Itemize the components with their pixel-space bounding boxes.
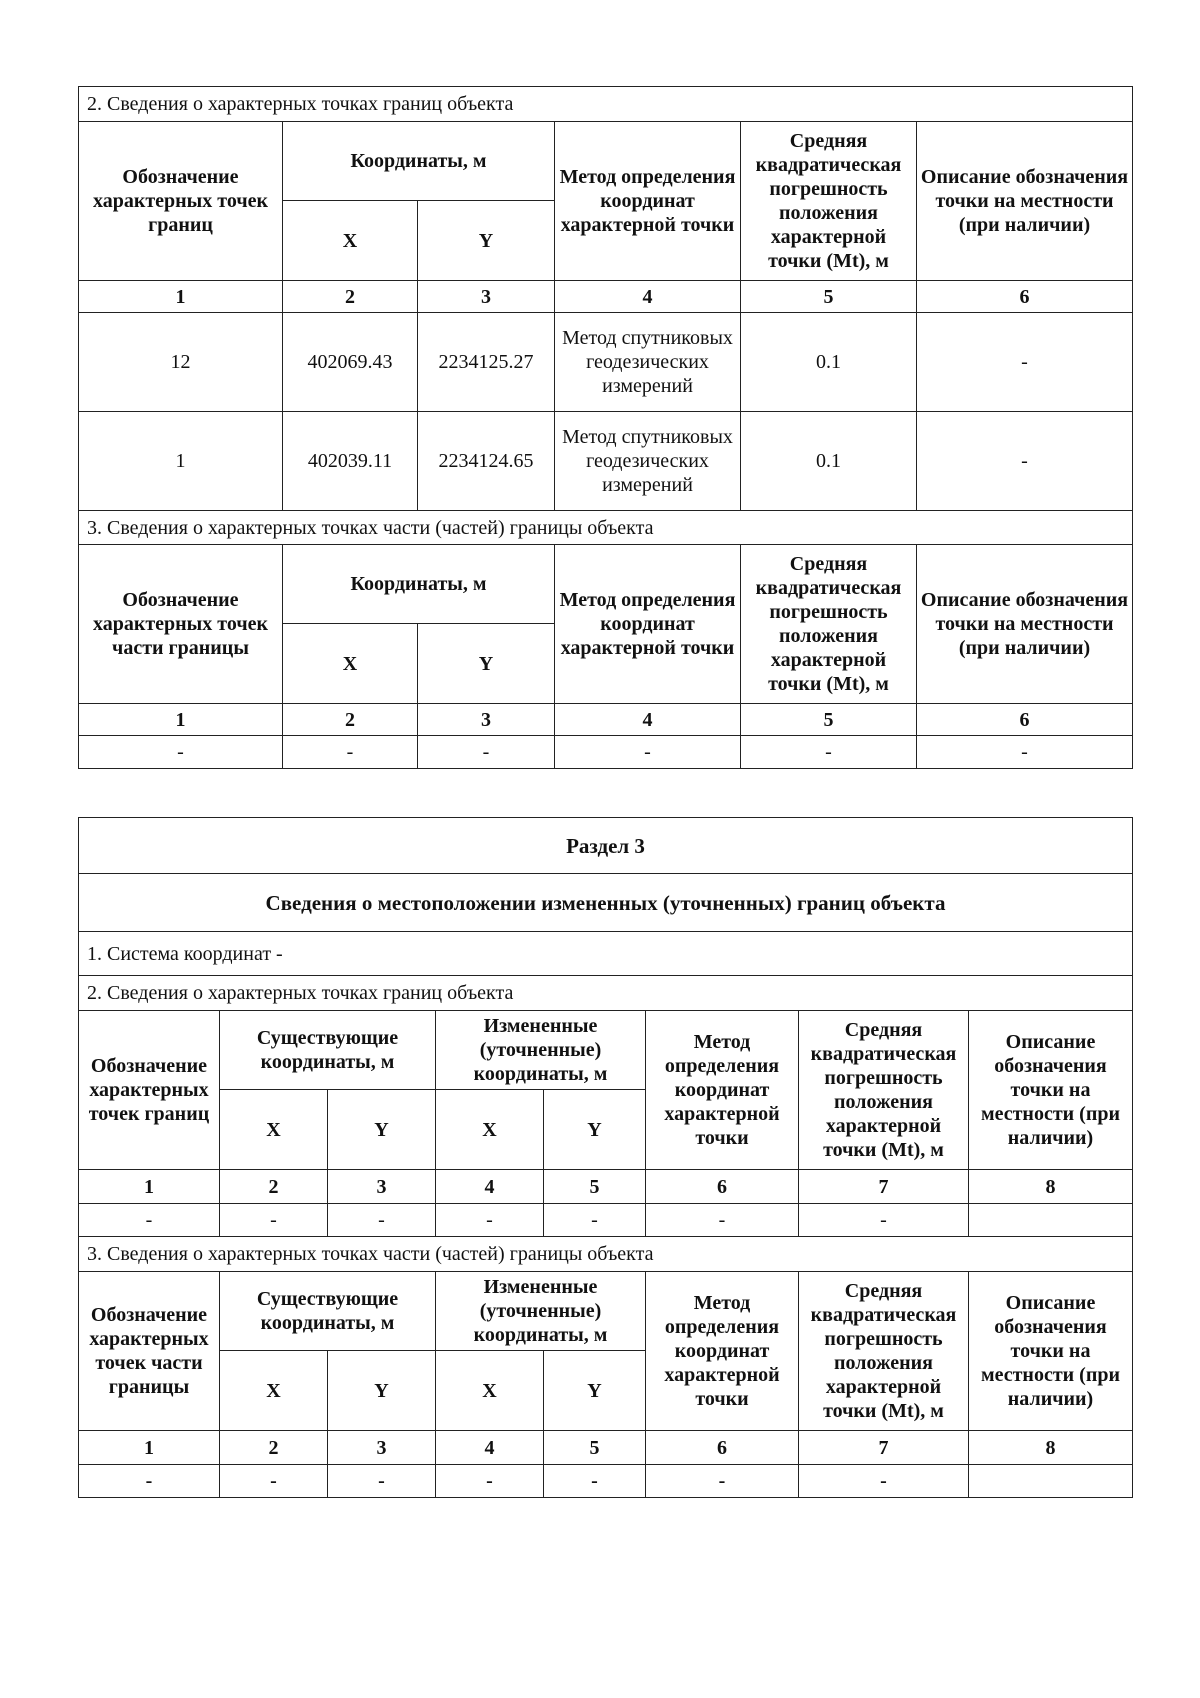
section-2-title: 2. Сведения о характерных точках границ объекта — [79, 976, 1133, 1011]
header-x: X — [220, 1090, 328, 1170]
header-existing-coordinates: Существующие координаты, м — [220, 1272, 436, 1351]
header-method: Метод определения координат характерной точки — [555, 545, 741, 704]
table-cell: - — [283, 736, 418, 769]
header-y: Y — [328, 1090, 436, 1170]
table-cell: - — [799, 1465, 969, 1498]
header-coordinates: Координаты, м — [283, 545, 555, 624]
column-number: 5 — [741, 704, 917, 736]
header-error: Средняя квадратическая погрешность положения характерной точки (Mt), м — [741, 122, 917, 281]
table-cell: - — [418, 736, 555, 769]
point-designation: 1 — [79, 412, 283, 511]
header-error: Средняя квадратическая погрешность положения характерной точки (Mt), м — [799, 1011, 969, 1170]
header-error: Средняя квадратическая погрешность положения характерной точки (Mt), м — [741, 545, 917, 704]
column-number: 1 — [79, 281, 283, 313]
column-number: 1 — [79, 1431, 220, 1465]
table-cell: - — [436, 1465, 544, 1498]
error: 0.1 — [741, 412, 917, 511]
table-cell: - — [544, 1204, 646, 1237]
section-2-title: 2. Сведения о характерных точках границ объекта — [79, 87, 1133, 122]
section-3-title: 3. Сведения о характерных точках части (частей) границы объекта — [79, 1237, 1133, 1272]
table-cell: - — [328, 1204, 436, 1237]
table-cell: - — [79, 1465, 220, 1498]
table-row — [79, 736, 1133, 769]
column-number: 8 — [969, 1170, 1133, 1204]
column-number: 7 — [799, 1170, 969, 1204]
table-cell — [969, 1204, 1133, 1237]
column-number: 3 — [418, 704, 555, 736]
section-heading: Сведения о местоположении измененных (уточненных) границ объекта — [79, 874, 1133, 932]
section-3-title: 3. Сведения о характерных точках части (частей) границы объекта — [79, 511, 1133, 545]
column-number: 4 — [436, 1170, 544, 1204]
method: Метод спутниковых геодезических измерений — [555, 313, 741, 412]
boundary-points-table — [78, 86, 1133, 769]
table-cell — [969, 1465, 1133, 1498]
column-number: 2 — [283, 281, 418, 313]
header-description: Описание обозначения точки на местности (при наличии) — [917, 122, 1133, 281]
razdel-title: Раздел 3 — [79, 818, 1133, 874]
header-error: Средняя квадратическая погрешность положения характерной точки (Mt), м — [799, 1272, 969, 1431]
header-designation: Обозначение характерных точек части границы — [79, 1272, 220, 1431]
header-designation: Обозначение характерных точек границ — [79, 122, 283, 281]
table-cell: - — [328, 1465, 436, 1498]
coord-x: 402069.43 — [283, 313, 418, 412]
table-cell: - — [79, 1204, 220, 1237]
table-cell: - — [436, 1204, 544, 1237]
header-y: Y — [328, 1351, 436, 1431]
description: - — [917, 412, 1133, 511]
table-row — [79, 313, 1133, 412]
header-x: X — [436, 1090, 544, 1170]
coord-y: 2234124.65 — [418, 412, 555, 511]
column-number: 5 — [544, 1170, 646, 1204]
column-number: 3 — [328, 1431, 436, 1465]
table-cell: - — [799, 1204, 969, 1237]
column-number: 1 — [79, 704, 283, 736]
column-number: 3 — [418, 281, 555, 313]
table-cell: - — [555, 736, 741, 769]
header-method: Метод определения координат характерной точки — [646, 1011, 799, 1170]
column-number: 6 — [917, 704, 1133, 736]
column-number: 6 — [646, 1431, 799, 1465]
header-changed-coordinates: Измененные (уточненные) координаты, м — [436, 1272, 646, 1351]
header-existing-coordinates: Существующие координаты, м — [220, 1011, 436, 1090]
description: - — [917, 313, 1133, 412]
column-number: 2 — [283, 704, 418, 736]
column-number-row — [79, 1431, 1133, 1465]
column-number: 1 — [79, 1170, 220, 1204]
header-coordinates: Координаты, м — [283, 122, 555, 201]
column-number-row — [79, 704, 1133, 736]
table-cell: - — [646, 1465, 799, 1498]
header-x: X — [283, 201, 418, 281]
coordinate-system: 1. Система координат - — [79, 932, 1133, 976]
column-number-row — [79, 1170, 1133, 1204]
column-number: 2 — [220, 1170, 328, 1204]
table-cell: - — [79, 736, 283, 769]
table-row — [79, 1465, 1133, 1498]
table-row — [79, 412, 1133, 511]
column-number: 4 — [436, 1431, 544, 1465]
header-method: Метод определения координат характерной точки — [555, 122, 741, 281]
column-number: 4 — [555, 281, 741, 313]
column-number: 5 — [544, 1431, 646, 1465]
table-cell: - — [917, 736, 1133, 769]
column-number: 2 — [220, 1431, 328, 1465]
table-cell: - — [220, 1204, 328, 1237]
header-y: Y — [418, 624, 555, 704]
header-designation: Обозначение характерных точек части границы — [79, 545, 283, 704]
column-number: 5 — [741, 281, 917, 313]
header-designation: Обозначение характерных точек границ — [79, 1011, 220, 1170]
header-y: Y — [544, 1351, 646, 1431]
column-number: 6 — [646, 1170, 799, 1204]
header-x: X — [283, 624, 418, 704]
column-number: 6 — [917, 281, 1133, 313]
header-y: Y — [418, 201, 555, 281]
header-x: X — [436, 1351, 544, 1431]
column-number-row — [79, 281, 1133, 313]
method: Метод спутниковых геодезических измерений — [555, 412, 741, 511]
changed-boundaries-table — [78, 817, 1133, 1498]
coord-y: 2234125.27 — [418, 313, 555, 412]
header-description: Описание обозначения точки на местности (при наличии) — [969, 1272, 1133, 1431]
table-cell: - — [741, 736, 917, 769]
header-x: X — [220, 1351, 328, 1431]
header-description: Описание обозначения точки на местности (при наличии) — [917, 545, 1133, 704]
table-cell: - — [646, 1204, 799, 1237]
header-method: Метод определения координат характерной точки — [646, 1272, 799, 1431]
column-number: 3 — [328, 1170, 436, 1204]
error: 0.1 — [741, 313, 917, 412]
point-designation: 12 — [79, 313, 283, 412]
table-cell: - — [220, 1465, 328, 1498]
header-changed-coordinates: Измененные (уточненные) координаты, м — [436, 1011, 646, 1090]
column-number: 8 — [969, 1431, 1133, 1465]
column-number: 4 — [555, 704, 741, 736]
column-number: 7 — [799, 1431, 969, 1465]
table-cell: - — [544, 1465, 646, 1498]
header-y: Y — [544, 1090, 646, 1170]
table-row — [79, 1204, 1133, 1237]
coord-x: 402039.11 — [283, 412, 418, 511]
header-description: Описание обозначения точки на местности (при наличии) — [969, 1011, 1133, 1170]
